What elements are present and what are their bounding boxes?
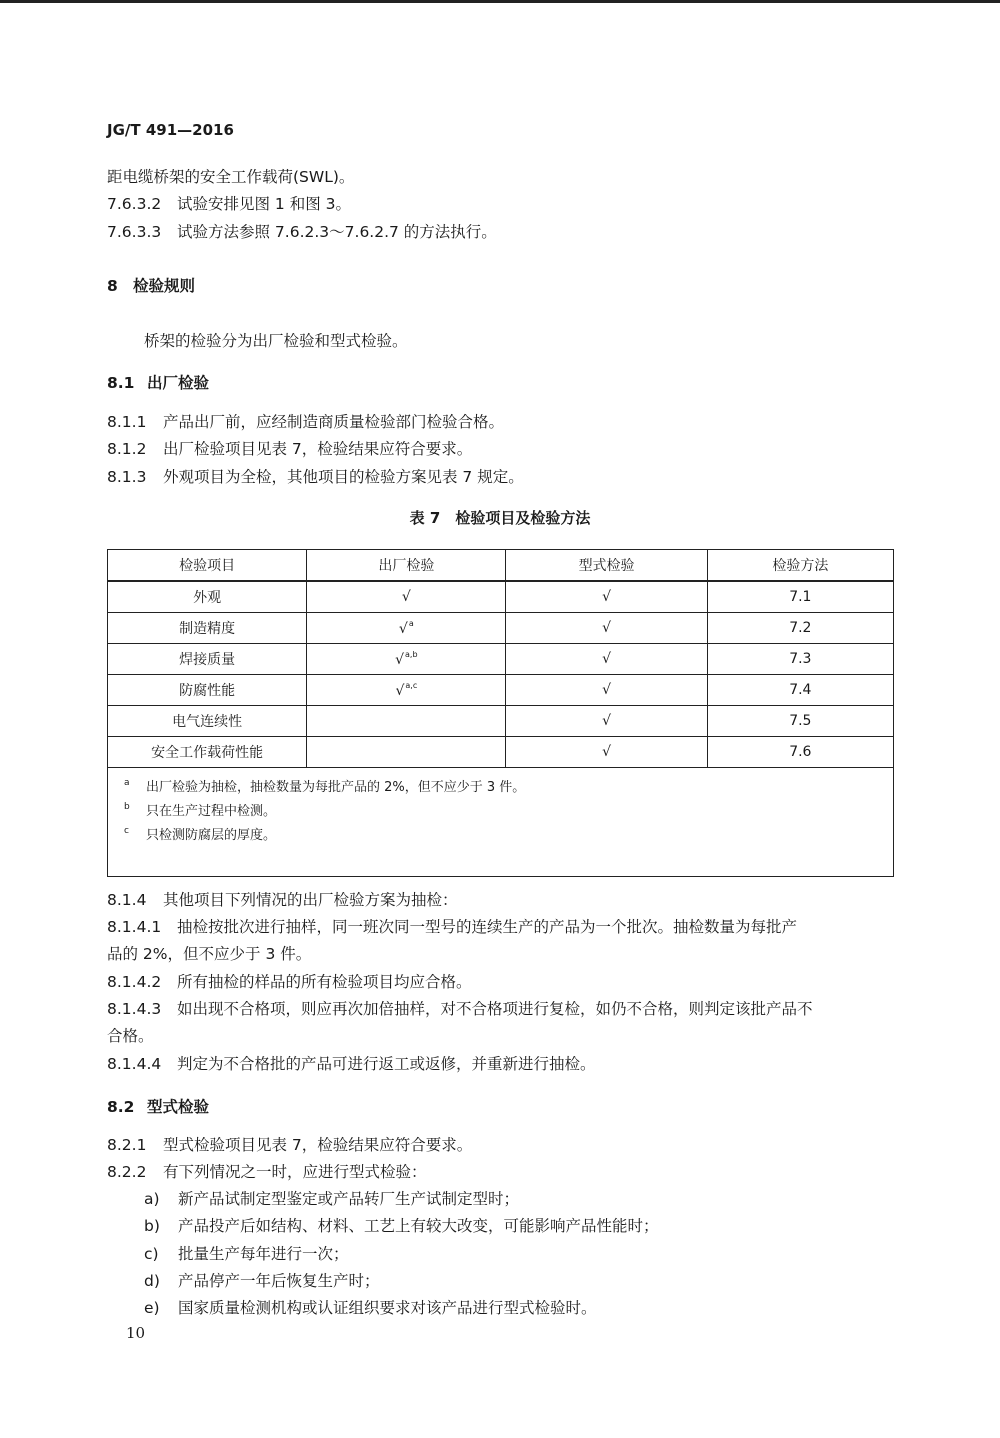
clause-text: 试验安排见图 1 和图 3。 [177,195,352,213]
clause-8-1-3 [107,466,524,488]
table-note [124,824,893,848]
table-row [108,613,894,644]
clause-number: 8.1.4.2 [107,973,162,991]
check-mark: √ [401,589,411,605]
clause-number: 8.1.3 [107,468,147,486]
clause-text: 试验方法参照 7.6.2.3～7.6.2.7 的方法执行。 [177,223,497,241]
list-marker: c) [144,1245,159,1263]
clause-8-2-2 [107,1161,427,1183]
item-cell: 防腐性能 [108,675,307,706]
note-marker: b [124,802,130,812]
section-number: 8.2 [107,1098,135,1116]
clause-8-1-4 [107,889,458,911]
clause-8-1-4-1 [107,916,797,938]
check-mark: √ [398,621,408,637]
list-item [144,1270,380,1292]
clause-8-1-4-3 [107,998,813,1020]
header-cell: 出厂检验 [307,550,506,582]
list-marker: b) [144,1217,160,1235]
check-mark: √ [395,652,405,668]
section-number: 8.1 [107,374,135,392]
table-7-caption: 表 7 检验项目及检验方法 [409,509,591,527]
item-cell: 电气连续性 [108,706,307,737]
clause-number: 8.1.4.3 [107,1000,162,1018]
factory-check-cell [307,706,506,737]
section-title: 出厂检验 [147,374,210,392]
footnote-ref: a,b [405,650,418,659]
type-check-cell: √ [506,644,707,675]
type-check-cell: √ [506,581,707,613]
inspection-table [107,549,894,877]
list-item [144,1297,597,1319]
section-title: 型式检验 [147,1098,210,1116]
note-marker: c [124,826,129,836]
clause-8-2-1 [107,1134,472,1156]
check-mark: √ [395,683,405,699]
clause-number: 8.2.2 [107,1163,147,1181]
clause-7-6-3-2 [107,193,351,215]
factory-check-cell [307,644,506,675]
item-cell: 外观 [108,581,307,613]
list-marker: a) [144,1190,160,1208]
clause-text: 其他项目下列情况的出厂检验方案为抽检： [163,891,458,909]
clause-8-1-4-2 [107,971,472,993]
list-text: 产品停产一年后恢复生产时； [178,1272,380,1290]
list-item [144,1215,659,1237]
paragraph-line: 距电缆桥架的安全工作载荷(SWL)。 [107,168,355,186]
table-note [124,800,893,824]
clause-text: 判定为不合格批的产品可进行返工或返修，并重新进行抽检。 [177,1055,596,1073]
list-item [144,1188,519,1210]
clause-8-1-4-4 [107,1053,596,1075]
clause-text: 产品出厂前，应经制造商质量检验部门检验合格。 [163,413,505,431]
list-text: 国家质量检测机构或认证组织要求对该产品进行型式检验时。 [178,1299,597,1317]
clause-text: 型式检验项目见表 7，检验结果应符合要求。 [163,1136,473,1154]
method-cell: 7.4 [707,675,893,706]
table-notes [108,768,894,877]
clause-7-6-3-3 [107,221,497,243]
header-cell: 型式检验 [506,550,707,582]
clause-text: 抽检按批次进行抽样，同一班次同一型号的连续生产的产品为一个批次。抽检数量为每批产 [177,918,798,936]
list-item [144,1243,349,1265]
standard-code-header: JG/T 491—2016 [107,121,234,139]
footnote-ref: a [408,619,414,628]
clause-8-1-2 [107,438,472,460]
clause-number: 8.1.1 [107,413,147,431]
clause-text: 如出现不合格项，则应再次加倍抽样，对不合格项进行复检，如仍不合格，则判定该批产品不 [177,1000,813,1018]
table-row [108,644,894,675]
list-text: 新产品试制定型鉴定或产品转厂生产试制定型时； [178,1190,520,1208]
list-text: 批量生产每年进行一次； [178,1245,349,1263]
clause-number: 8.1.4.1 [107,918,162,936]
list-marker: e) [144,1299,160,1317]
clause-continuation: 合格。 [107,1027,154,1045]
clause-number: 7.6.3.3 [107,223,162,241]
table-header-row [108,550,894,582]
section-8-1-heading [107,372,209,394]
clause-number: 8.1.2 [107,440,147,458]
clause-number: 8.2.1 [107,1136,147,1154]
note-text: 只在生产过程中检测。 [146,804,277,819]
header-cell: 检验方法 [707,550,893,582]
item-cell: 焊接质量 [108,644,307,675]
clause-8-1-1 [107,411,504,433]
header-cell: 检验项目 [108,550,307,582]
type-check-cell: √ [506,706,707,737]
type-check-cell: √ [506,613,707,644]
type-check-cell: √ [506,675,707,706]
item-cell: 安全工作载荷性能 [108,737,307,768]
clause-text: 外观项目为全检，其他项目的检验方案见表 7 规定。 [163,468,524,486]
method-cell: 7.2 [707,613,893,644]
table-row [108,706,894,737]
page-number: 10 [126,1324,146,1342]
clause-number: 7.6.3.2 [107,195,162,213]
clause-text: 有下列情况之一时，应进行型式检验： [163,1163,427,1181]
note-marker: a [124,778,130,788]
table-notes-row [108,768,894,877]
clause-text: 出厂检验项目见表 7，检验结果应符合要求。 [163,440,473,458]
factory-check-cell [307,737,506,768]
table-row [108,737,894,768]
table-row [108,675,894,706]
factory-check-cell [307,613,506,644]
table-note [124,776,893,800]
clause-continuation: 品的 2%，但不应少于 3 件。 [107,945,312,963]
table-row [108,581,894,613]
method-cell: 7.1 [707,581,893,613]
clause-text: 所有抽检的样品的所有检验项目均应合格。 [177,973,472,991]
method-cell: 7.6 [707,737,893,768]
method-cell: 7.5 [707,706,893,737]
list-text: 产品投产后如结构、材料、工艺上有较大改变，可能影响产品性能时； [178,1217,659,1235]
method-cell: 7.3 [707,644,893,675]
footnote-ref: a,c [405,681,418,690]
clause-number: 8.1.4.4 [107,1055,162,1073]
clause-number: 8.1.4 [107,891,147,909]
section-8-intro: 桥架的检验分为出厂检验和型式检验。 [144,332,408,350]
note-text: 只检测防腐层的厚度。 [146,828,277,843]
section-title: 检验规则 [133,277,196,295]
item-cell: 制造精度 [108,613,307,644]
factory-check-cell [307,675,506,706]
factory-check-cell [307,581,506,613]
section-8-heading [107,275,195,297]
page-top-rule [0,0,1000,3]
section-8-2-heading [107,1096,209,1118]
type-check-cell: √ [506,737,707,768]
list-marker: d) [144,1272,160,1290]
note-text: 出厂检验为抽检，抽检数量为每批产品的 2%，但不应少于 3 件。 [146,780,526,795]
section-number: 8 [107,277,118,295]
